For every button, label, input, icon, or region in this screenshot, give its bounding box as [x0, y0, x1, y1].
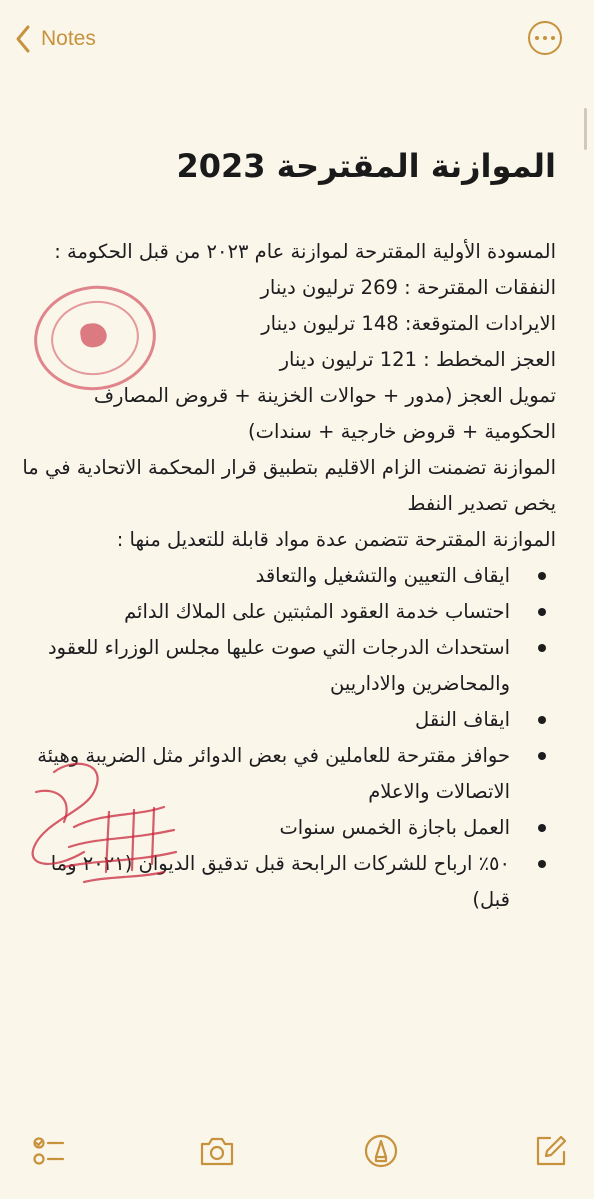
- note-paragraph: الموازنة المقترحة تتضمن عدة مواد قابلة للتعديل منها :: [116, 528, 556, 551]
- note-paragraph: العجز المخطط : 121 ترليون دينار: [279, 348, 556, 371]
- list-item: ٥٠٪ ارباح للشركات الرابحة قبل تدقيق الديوان (٢٠٢١ وما قبل): [20, 846, 556, 918]
- list-item: استحداث الدرجات التي صوت عليها مجلس الوزراء للعقود والمحاضرين والاداريين: [20, 630, 556, 702]
- note-title: الموازنة المقترحة 2023: [176, 147, 556, 185]
- note-paragraph: تمويل العجز (مدور + حوالات الخزينة + قروض المصارف الحكومية + قروض خارجية + سندات): [93, 384, 556, 443]
- note-paragraph: النفقات المقترحة : 269 ترليون دينار: [260, 276, 556, 299]
- checklist-icon[interactable]: [30, 1132, 68, 1170]
- bottom-toolbar: [0, 1118, 594, 1188]
- chevron-left-icon: [14, 24, 32, 54]
- camera-icon[interactable]: [198, 1132, 236, 1170]
- list-item: ايقاف التعيين والتشغيل والتعاقد: [20, 558, 556, 594]
- note-paragraph: الايرادات المتوقعة: 148 ترليون دينار: [261, 312, 556, 335]
- note-paragraph: المسودة الأولية المقترحة لموازنة عام ٢٠٢٣ من قبل الحكومة :: [54, 240, 556, 263]
- list-item: احتساب خدمة العقود المثبتين على الملاك الدائم: [20, 594, 556, 630]
- pen-markup-icon[interactable]: [362, 1132, 400, 1170]
- handwritten-signature: [14, 752, 184, 902]
- ellipsis-circle-icon[interactable]: [528, 21, 562, 55]
- list-item: العمل باجازة الخمس سنوات: [20, 810, 556, 846]
- compose-icon[interactable]: [532, 1132, 570, 1170]
- list-item: ايقاف النقل: [20, 702, 556, 738]
- list-item: حوافز مقترحة للعاملين في بعض الدوائر مثل الضريبة وهيئة الاتصالات والاعلام: [20, 738, 556, 810]
- note-paragraph: الموازنة تضمنت الزام الاقليم بتطبيق قرار المحكمة الاتحادية في ما يخص تصدير النفط: [22, 456, 556, 515]
- scroll-indicator[interactable]: [584, 108, 587, 150]
- back-button-label: Notes: [41, 27, 96, 50]
- navigation-bar: [0, 0, 594, 80]
- back-button[interactable]: [14, 22, 96, 56]
